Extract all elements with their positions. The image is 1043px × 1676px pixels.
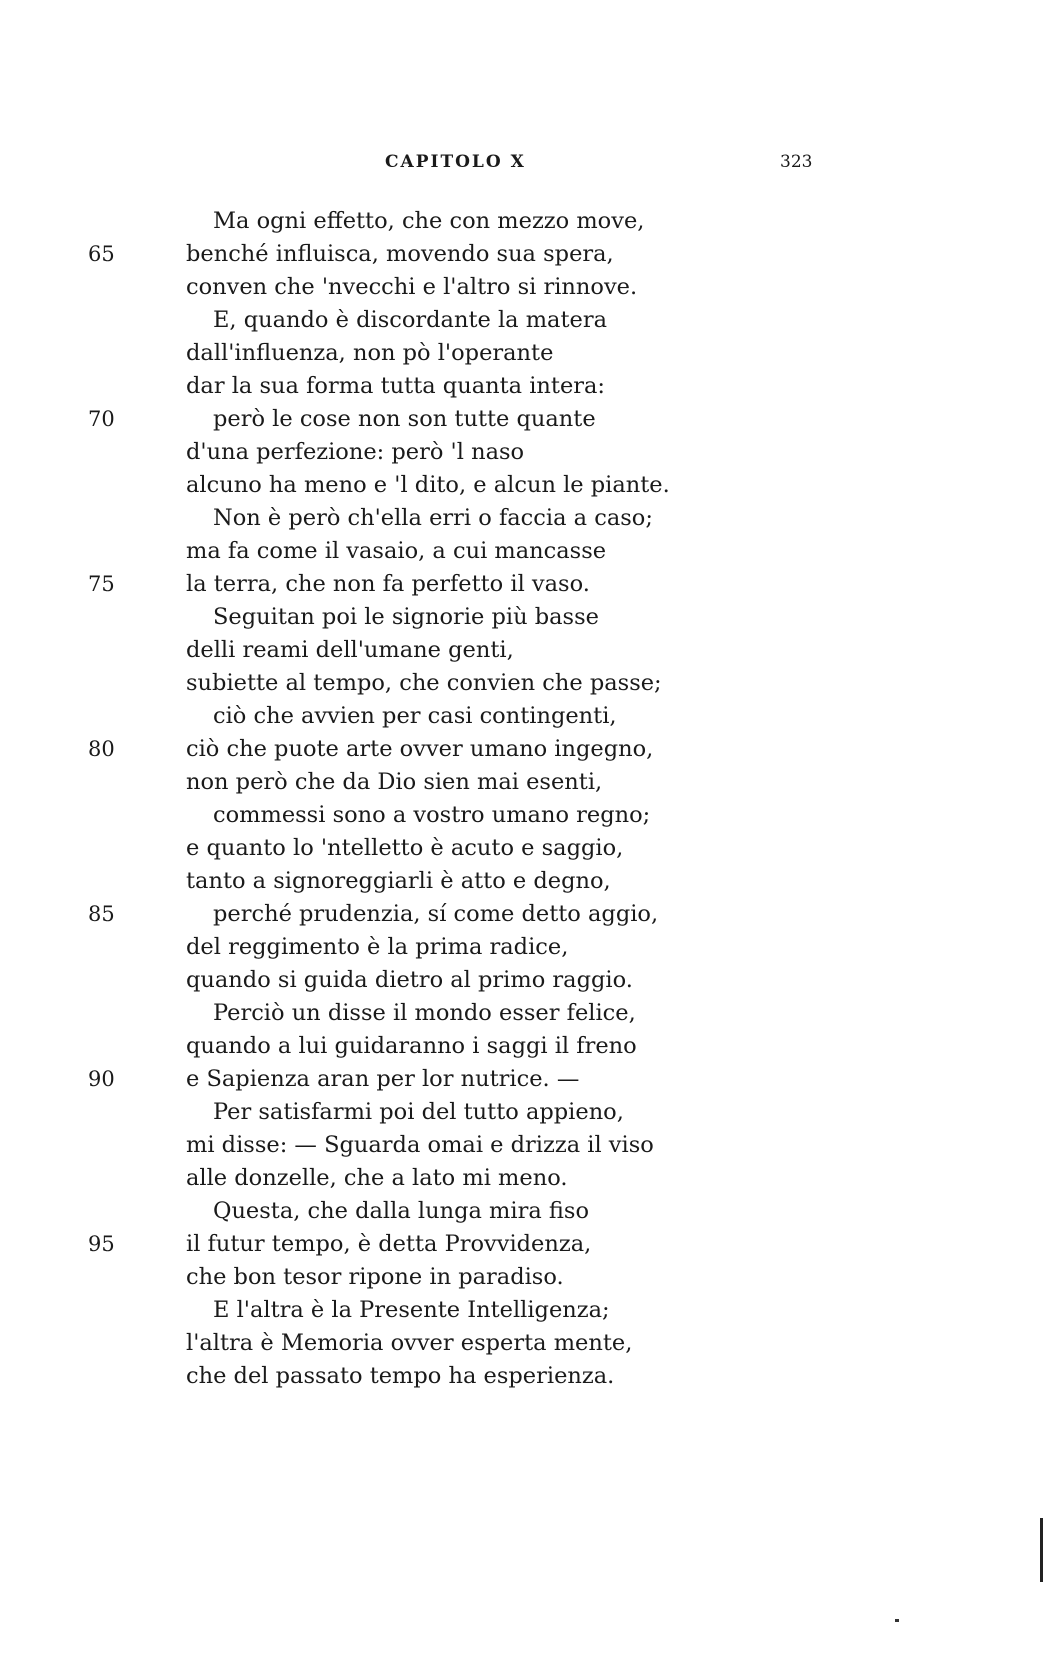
verse-line (0, 1162, 1043, 1195)
verse-text: quando a lui guidaranno i saggi il freno (186, 1033, 637, 1059)
verse-line (0, 271, 1043, 304)
line-number: 70 (88, 407, 115, 431)
verse-text: ciò che puote arte ovver umano ingegno, (186, 736, 654, 762)
verse-text: Questa, che dalla lunga mira fiso (213, 1198, 589, 1224)
page-number: 323 (780, 152, 813, 172)
verse-text: mi disse: — Sguarda omai e drizza il viso (186, 1132, 654, 1158)
verse-text: Seguitan poi le signorie più basse (213, 604, 599, 630)
verse-line (0, 1294, 1043, 1327)
line-number: 65 (88, 242, 115, 266)
verse-text: alcuno ha meno e 'l dito, e alcun le piante. (186, 472, 670, 498)
verse-line (0, 799, 1043, 832)
verse-line (0, 370, 1043, 403)
line-number: 90 (88, 1067, 115, 1091)
verse-text: commessi sono a vostro umano regno; (213, 802, 651, 828)
verse-text: non però che da Dio sien mai esenti, (186, 769, 603, 795)
verse-text: dall'influenza, non pò l'operante (186, 340, 554, 366)
verse-text: e quanto lo 'ntelletto è acuto e saggio, (186, 835, 624, 861)
line-number: 95 (88, 1232, 115, 1256)
verse-text: del reggimento è la prima radice, (186, 934, 569, 960)
verse-text: conven che 'nvecchi e l'altro si rinnove. (186, 274, 638, 300)
verse-line (0, 1129, 1043, 1162)
verse-line (0, 964, 1043, 997)
verse-line (0, 1195, 1043, 1228)
verse-line (0, 1360, 1043, 1393)
verse-line (0, 502, 1043, 535)
verse-text: tanto a signoreggiarli è atto e degno, (186, 868, 611, 894)
verse-line (0, 1063, 1043, 1096)
verse-line (0, 337, 1043, 370)
verse-line (0, 832, 1043, 865)
verse-line (0, 1261, 1043, 1294)
verse-line (0, 304, 1043, 337)
verse-text: il futur tempo, è detta Provvidenza, (186, 1231, 592, 1257)
verse-text: l'altra è Memoria ovver esperta mente, (186, 1330, 633, 1356)
verse-text: ciò che avvien per casi contingenti, (213, 703, 617, 729)
verse-line (0, 997, 1043, 1030)
page-header (0, 152, 1043, 182)
verse-line (0, 898, 1043, 931)
print-speck (895, 1619, 899, 1622)
verse-text: subiette al tempo, che convien che passe; (186, 670, 662, 696)
verse-line (0, 1096, 1043, 1129)
verse-text: la terra, che non fa perfetto il vaso. (186, 571, 590, 597)
verse-text: alle donzelle, che a lato mi meno. (186, 1165, 568, 1191)
verse-text: E, quando è discordante la matera (213, 307, 608, 333)
line-number: 75 (88, 572, 115, 596)
line-number: 80 (88, 737, 115, 761)
verse-text: d'una perfezione: però 'l naso (186, 439, 525, 465)
verse-text: Non è però ch'ella erri o faccia a caso; (213, 505, 653, 531)
verse-text: Perciò un disse il mondo esser felice, (213, 1000, 636, 1026)
verse-text: perché prudenzia, sí come detto aggio, (213, 901, 659, 927)
verse-text: Per satisfarmi poi del tutto appieno, (213, 1099, 624, 1125)
running-title: CAPITOLO X (385, 152, 526, 172)
verse-text: E l'altra è la Presente Intelligenza; (213, 1297, 610, 1323)
verse-text: quando si guida dietro al primo raggio. (186, 967, 633, 993)
verse-text: ma fa come il vasaio, a cui mancasse (186, 538, 607, 564)
verse-line (0, 469, 1043, 502)
verse-text: dar la sua forma tutta quanta intera: (186, 373, 606, 399)
verse-text: che del passato tempo ha esperienza. (186, 1363, 615, 1389)
verse-line (0, 205, 1043, 238)
poem-body (0, 205, 1043, 1393)
verse-line (0, 766, 1043, 799)
verse-line (0, 601, 1043, 634)
verse-text: benché influisca, movendo sua spera, (186, 241, 614, 267)
verse-text: delli reami dell'umane genti, (186, 637, 514, 663)
verse-line (0, 535, 1043, 568)
verse-line (0, 1228, 1043, 1261)
verse-text: e Sapienza aran per lor nutrice. — (186, 1066, 580, 1092)
verse-text: che bon tesor ripone in paradiso. (186, 1264, 564, 1290)
verse-line (0, 667, 1043, 700)
verse-line (0, 436, 1043, 469)
verse-line (0, 1327, 1043, 1360)
verse-line (0, 865, 1043, 898)
line-number: 85 (88, 902, 115, 926)
verse-line (0, 931, 1043, 964)
verse-line (0, 568, 1043, 601)
verse-line (0, 733, 1043, 766)
verse-line (0, 238, 1043, 271)
verse-line (0, 700, 1043, 733)
verse-line (0, 1030, 1043, 1063)
verse-text: però le cose non son tutte quante (213, 406, 596, 432)
verse-line (0, 634, 1043, 667)
verse-line (0, 403, 1043, 436)
verse-text: Ma ogni effetto, che con mezzo move, (213, 208, 645, 234)
